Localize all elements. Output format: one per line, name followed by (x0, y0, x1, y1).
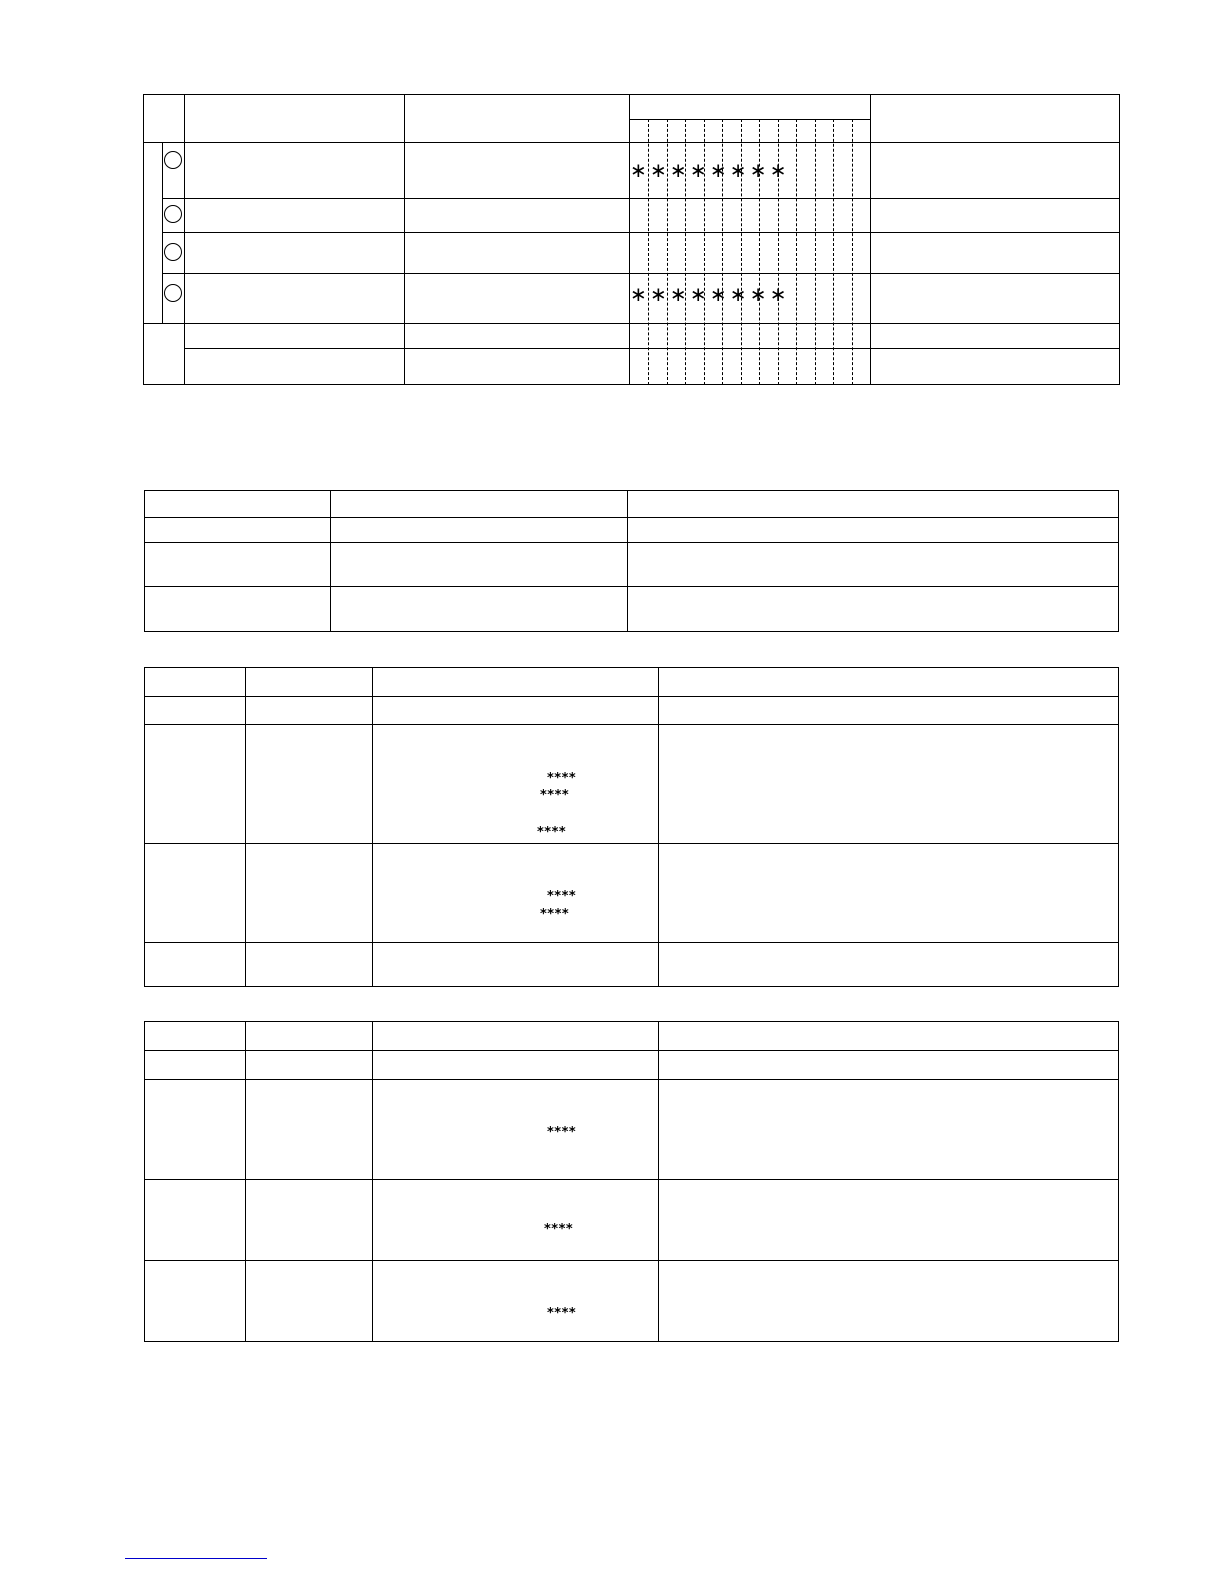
row-marker-circle (164, 284, 182, 302)
table-1-col-line (629, 94, 630, 385)
table-4-col-line (372, 1021, 373, 1342)
table-2-frame (144, 490, 1119, 632)
table-3-col-line (372, 667, 373, 987)
table-4-row-line (144, 1179, 1119, 1180)
table-4-col-line (658, 1021, 659, 1342)
table-3-row-line (144, 696, 1119, 697)
table-1-row-line (143, 323, 1120, 324)
table-3-mark: **** (540, 788, 570, 803)
table-1-col-line (162, 142, 163, 324)
table-4-mark: **** (547, 1125, 577, 1140)
table-3-row-line (144, 724, 1119, 725)
table-3-col-line (245, 667, 246, 987)
table-2-col-line (627, 490, 628, 632)
row-marker-circle (164, 243, 182, 261)
table-1-row-line (162, 198, 1120, 199)
table-4-row-line (144, 1260, 1119, 1261)
table-4-col-line (245, 1021, 246, 1342)
table-1-row-4-marks: ∗∗∗∗∗∗∗∗ (630, 282, 790, 306)
table-3-mark: **** (547, 771, 577, 786)
table-1-col-line (870, 94, 871, 385)
row-marker-circle (164, 151, 182, 169)
table-1-row-line (162, 232, 1120, 233)
table-4-frame (144, 1021, 1119, 1342)
table-1-row-1-marks: ∗∗∗∗∗∗∗∗ (630, 158, 790, 182)
table-1-frame (143, 94, 1120, 385)
table-3-mark: **** (547, 889, 577, 904)
table-3-mark: **** (540, 907, 570, 922)
table-4-mark: **** (547, 1306, 577, 1321)
table-1-grid-dash (852, 119, 853, 385)
table-3-frame (144, 667, 1119, 987)
table-1-row-line (184, 348, 1120, 349)
table-2-row-line (144, 517, 1119, 518)
table-4-row-line (144, 1050, 1119, 1051)
table-3-row-line (144, 942, 1119, 943)
table-4-mark: **** (544, 1222, 574, 1237)
table-1-grid-dash (833, 119, 834, 385)
table-1-grid-dash (815, 119, 816, 385)
footer-link-underline (125, 1558, 267, 1559)
table-3-col-line (658, 667, 659, 987)
table-3-row-line (144, 843, 1119, 844)
table-2-row-line (144, 586, 1119, 587)
table-1-grid-dash (796, 119, 797, 385)
row-marker-circle (164, 205, 182, 223)
table-4-row-line (144, 1079, 1119, 1080)
table-1-col-line (404, 94, 405, 385)
table-2-row-line (144, 542, 1119, 543)
table-1-row-line (162, 273, 1120, 274)
table-2-col-line (330, 490, 331, 632)
table-3-mark: **** (537, 825, 567, 840)
table-1-col-line (184, 94, 185, 142)
table-1-row-line (143, 142, 1120, 143)
